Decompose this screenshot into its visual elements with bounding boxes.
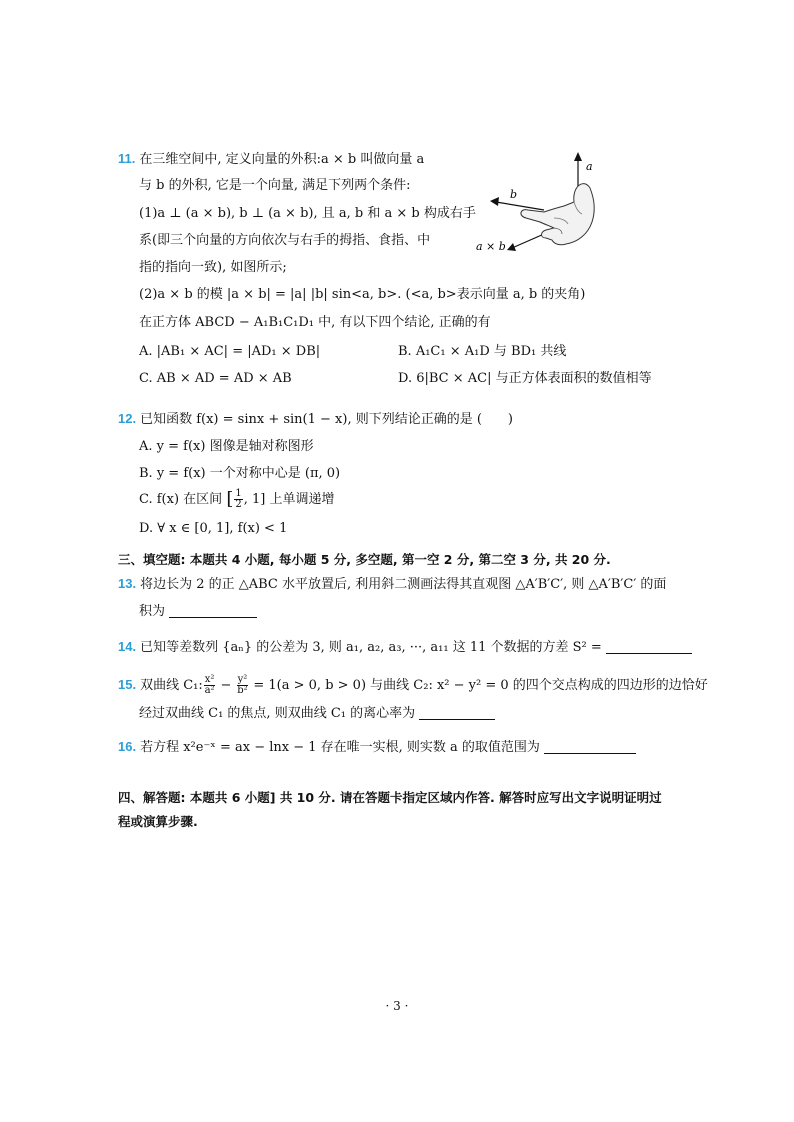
q12-option-b[interactable]: B. y = f(x) 一个对称中心是 (π, 0) <box>139 466 341 481</box>
q11-line-5: 指的指向一致), 如图所示; <box>139 260 287 275</box>
q16-line-1: 16. 若方程 x²e⁻ˣ = ax − lnx − 1 存在唯一实根, 则实数 a 的取值范围为 <box>118 738 636 757</box>
q11-line-1 <box>118 150 424 169</box>
q14-answer-blank[interactable] <box>606 639 692 654</box>
q15-number: 15. <box>118 677 137 692</box>
q12-number: 12. <box>118 411 137 426</box>
page-number: · 3 · <box>385 999 409 1013</box>
q11-option-b[interactable]: B. A₁C₁ × A₁D 与 BD₁ 共线 <box>398 344 567 359</box>
fig-label-b: b <box>510 188 518 201</box>
q12-option-c[interactable]: C. f(x) 在区间 [ $\frac{1}{2}$ , 1] 上单调递增 <box>139 488 335 510</box>
q12-option-d[interactable]: D. ∀ x ∈ [0, 1], f(x) < 1 <box>139 521 288 536</box>
right-hand-rule-figure <box>474 148 624 258</box>
q13-line-1: 13. 将边长为 2 的正 △ABC 水平放置后, 利用斜二测画法得其直观图 △A′B′C′, 则 △A′B′C′ 的面 <box>118 576 667 592</box>
q11-line-4: 系(即三个向量的方向依次与右手的拇指、食指、中 <box>139 233 431 248</box>
section-4-heading-line-2: 程或演算步骤. <box>118 814 198 829</box>
q11-line-2: 与 b 的外积, 它是一个向量, 满足下列两个条件: <box>139 178 411 193</box>
q11-line-6: (2)a × b 的模 |a × b| = |a| |b| sin<a, b>. (<a, b>表示向量 a, b 的夹角) <box>139 287 586 302</box>
q14-number: 14. <box>118 639 137 654</box>
q16-answer-blank[interactable] <box>544 739 636 754</box>
section-3-heading: 三、填空题: 本题共 4 小题, 每小题 5 分, 多空题, 第一空 2 分, 第二空 3 分, 共 20 分. <box>118 552 611 567</box>
q11-option-a[interactable]: A. |AB₁ × AC| = |AD₁ × DB| <box>139 344 321 359</box>
q16-number: 16. <box>118 739 137 754</box>
q14-line-1: 14. 已知等差数列 {aₙ} 的公差为 3, 则 a₁, a₂, a₃, ···, a₁₁ 这 11 个数据的方差 S² = <box>118 638 692 657</box>
q11-option-c[interactable]: C. AB × AD = AD × AB <box>139 371 292 386</box>
fraction-x2-over-a2: $\frac{\text{x²}}{\text{a²}}$ <box>204 674 215 696</box>
fraction-y2-over-b2: $\frac{\text{y²}}{\text{b²}}$ <box>237 674 248 696</box>
q11-text-1: 在三维空间中, 定义向量的外积:a × b 叫做向量 a <box>139 152 425 167</box>
fig-label-a: a <box>586 160 593 173</box>
q11-line-7: 在正方体 ABCD − A₁B₁C₁D₁ 中, 有以下四个结论, 正确的有 <box>139 315 491 330</box>
q12-stem-line <box>118 410 513 429</box>
fraction-one-half: $\frac{1}{2}$ <box>235 488 242 510</box>
section-4-heading-line-1: 四、解答题: 本题共 6 小题] 共 10 分. 请在答题卡指定区域内作答. 解答时应写出文字说明证明过 <box>118 790 662 805</box>
q13-number: 13. <box>118 576 137 591</box>
q15-answer-blank[interactable] <box>419 705 495 720</box>
q13-answer-blank[interactable] <box>169 603 257 618</box>
q11-option-d[interactable]: D. 6|BC × AC| 与正方体表面积的数值相等 <box>398 371 652 386</box>
q12-stem: 已知函数 f(x) = sinx + sin(1 − x), 则下列结论正确的是 ( ) <box>140 412 513 427</box>
fig-label-axb: a × b <box>476 240 506 253</box>
q15-line-2: 经过双曲线 C₁ 的焦点, 则双曲线 C₁ 的离心率为 <box>139 705 495 723</box>
q11-line-3: (1)a ⊥ (a × b), b ⊥ (a × b), 且 a, b 和 a × b 构成右手 <box>139 206 476 221</box>
q13-line-2: 积为 <box>139 603 257 621</box>
q11-number: 11. <box>118 151 136 166</box>
q12-option-a[interactable]: A. y = f(x) 图像是轴对称图形 <box>139 439 314 454</box>
q15-line-1: 15. 双曲线 C₁: $\frac{\text{x²}}{\text{a²}}$ − $\frac{\text{y²}}{\text{b²}}$ = 1(a > 0, b > 0) 与曲线 C₂: x² − y² = 0 的四个交点构成的四边形的边恰好 <box>118 674 708 696</box>
